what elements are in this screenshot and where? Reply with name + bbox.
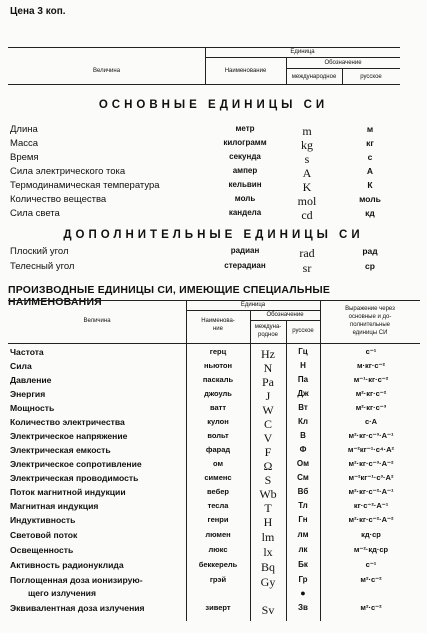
intl-symbol-cell: m — [302, 124, 312, 138]
unit-name-cell: джоуль — [204, 389, 232, 398]
unit-name-cell: метр — [235, 124, 255, 133]
expression-cell: м⁻²·кд·ср — [353, 545, 389, 554]
rus-symbol-cell: А — [366, 166, 374, 176]
expression-cell: с⁻¹ — [365, 560, 377, 569]
header-quantity: Величина — [83, 318, 111, 324]
quantity-cell: Телесный угол — [10, 261, 75, 272]
table-row — [0, 124, 427, 138]
table-row — [0, 445, 427, 458]
quantity-cell: Энергия — [10, 389, 46, 399]
table-row — [0, 560, 427, 573]
intl-symbol-cell: C — [263, 417, 272, 431]
header-quantity: Величина — [92, 68, 121, 74]
rus-symbol-cell: Гц — [298, 347, 308, 356]
header-intl-line1: междуна- — [254, 324, 282, 330]
table-row — [0, 473, 427, 486]
rus-symbol-cell: Гн — [298, 515, 308, 524]
intl-symbol-cell: rad — [299, 246, 315, 260]
header-expr-line3: полнительные — [349, 322, 391, 328]
table-row — [0, 246, 427, 260]
unit-name-cell: грэй — [209, 575, 227, 584]
unit-name-cell: стерадиан — [224, 261, 266, 270]
unit-name-cell: ом — [212, 459, 224, 468]
unit-name-cell: килограмм — [223, 138, 267, 147]
table-row — [0, 530, 427, 543]
rus-symbol-cell: В — [300, 431, 306, 440]
intl-symbol-cell: Wb — [259, 487, 277, 501]
unit-name-cell: фарад — [205, 445, 231, 454]
intl-symbol-cell: s — [304, 152, 310, 166]
quantity-cell: щего излучения — [28, 588, 96, 598]
table-row — [0, 603, 427, 616]
expression-cell: с⁻¹ — [365, 347, 377, 356]
intl-symbol-cell: T — [264, 501, 272, 515]
table-row — [0, 515, 427, 528]
intl-symbol-cell: W — [262, 403, 274, 417]
quantity-cell: Электрическая емкость — [10, 445, 111, 455]
unit-name-cell: кандела — [228, 208, 262, 217]
rus-symbol-cell: лм — [297, 530, 309, 539]
quantity-cell: Сила — [10, 361, 32, 371]
header-unit: Единица — [290, 49, 315, 55]
rus-symbol-cell: кд — [365, 208, 375, 218]
quantity-cell: Время — [10, 152, 39, 163]
header-top-rule — [8, 47, 400, 48]
expression-cell: м²·кг·с⁻³·А⁻¹ — [348, 431, 394, 440]
section-title-derived: ПРОИЗВОДНЫЕ ЕДИНИЦЫ СИ, ИМЕЮЩИЕ СПЕЦИАЛЬНЫЕ НАИМЕНОВАНИЯ — [8, 284, 331, 308]
quantity-cell: Сила света — [10, 208, 60, 219]
table-row — [0, 459, 427, 472]
quantity-cell: Поглощенная доза ионизирую- — [10, 575, 143, 585]
expression-cell: м⁻¹·кг·с⁻² — [353, 375, 389, 384]
header-russian: русское — [360, 74, 382, 80]
quantity-cell: Электрическое сопротивление — [10, 459, 142, 469]
unit-name-cell: герц — [209, 347, 227, 356]
quantity-cell: Световой поток — [10, 530, 78, 540]
table-row — [0, 347, 427, 360]
unit-name-cell: люмен — [205, 530, 231, 539]
header-top-rule — [8, 300, 420, 301]
rus-symbol-cell: ср — [365, 261, 375, 271]
table-row — [0, 545, 427, 558]
header-expr-line4: единицы СИ — [352, 330, 388, 336]
expression-cell: м²·кг·с⁻²·А⁻¹ — [348, 487, 394, 496]
rus-symbol-cell: Бк — [298, 560, 308, 569]
table-row — [0, 361, 427, 374]
unit-name-cell: люкс — [208, 545, 228, 554]
rus-symbol-cell: с — [367, 152, 373, 162]
registered-mark-icon: ● — [300, 588, 306, 598]
header-intl-line2: родное — [257, 332, 279, 338]
header-unit: Единица — [240, 302, 266, 308]
intl-symbol-cell: J — [265, 389, 271, 403]
quantity-cell: Освещенность — [10, 545, 74, 555]
intl-symbol-cell: kg — [301, 138, 313, 152]
table-row — [0, 208, 427, 222]
rus-symbol-cell: К — [367, 180, 373, 190]
price-label: Цена 3 коп. — [10, 6, 66, 17]
unit-name-cell: паскаль — [202, 375, 234, 384]
unit-name-cell: секунда — [229, 152, 261, 161]
quantity-cell: Масса — [10, 138, 39, 149]
expression-cell: кд·ср — [361, 530, 381, 539]
intl-symbol-cell: Gy — [260, 575, 276, 589]
unit-name-cell: ньютон — [203, 361, 233, 370]
rus-symbol-cell: Зв — [298, 603, 308, 612]
intl-symbol-cell: cd — [301, 208, 313, 222]
header-name: Наименование — [224, 68, 267, 74]
quantity-cell: Количество вещества — [10, 194, 107, 205]
rus-symbol-cell: Гр — [298, 575, 308, 584]
unit-name-cell: тесла — [207, 501, 229, 510]
table-row — [0, 431, 427, 444]
table-row — [0, 194, 427, 208]
quantity-cell: Активность радионуклида — [10, 560, 124, 570]
intl-symbol-cell: Sv — [261, 603, 275, 617]
intl-symbol-cell: sr — [302, 261, 312, 275]
quantity-cell: Давление — [10, 375, 52, 385]
quantity-cell: Длина — [10, 124, 38, 135]
quantity-cell: Термодинамическая температура — [10, 180, 160, 191]
quantity-cell: Электрическая проводимость — [10, 473, 139, 483]
table-row — [0, 180, 427, 194]
expression-cell: м⁻²кг⁻¹·с³·А² — [348, 473, 394, 482]
unit-name-cell: сименс — [204, 473, 232, 482]
header-bottom-rule — [8, 343, 420, 344]
unit-name-cell: генри — [207, 515, 229, 524]
column-rule — [286, 343, 287, 621]
header-bottom-rule — [8, 84, 400, 85]
table-row — [0, 417, 427, 430]
column-rule — [186, 343, 187, 621]
intl-symbol-cell: F — [264, 445, 272, 459]
header-rule — [205, 57, 400, 58]
rus-symbol-cell: лк — [298, 545, 308, 554]
intl-symbol-cell: mol — [297, 194, 317, 208]
rus-symbol-cell: кг — [366, 138, 374, 148]
unit-name-cell: кулон — [207, 417, 229, 426]
expression-cell: м²·с⁻² — [360, 575, 382, 584]
intl-symbol-cell: H — [263, 515, 273, 529]
header-international: международное — [291, 74, 337, 80]
header-expr-line1: Выражение через — [345, 306, 395, 312]
section-title-supplementary: ДОПОЛНИТЕЛЬНЫЕ ЕДИНИЦЫ СИ — [63, 229, 364, 241]
expression-cell: м²·с⁻² — [360, 603, 382, 612]
column-rule — [250, 343, 251, 621]
unit-name-cell: вольт — [207, 431, 229, 440]
expression-cell: с·А — [364, 417, 378, 426]
rus-symbol-cell: Кл — [298, 417, 308, 426]
unit-name-cell: зиверт — [205, 603, 231, 612]
table-row — [0, 375, 427, 388]
rus-symbol-cell: Вб — [297, 487, 309, 496]
unit-name-cell: вебер — [207, 487, 229, 496]
rus-symbol-cell: Н — [300, 361, 306, 370]
expression-cell: м²·кг·с⁻²·А⁻² — [348, 515, 394, 524]
table-row — [0, 575, 427, 588]
unit-name-cell: моль — [234, 194, 256, 203]
intl-symbol-cell: Ω — [263, 459, 273, 473]
expression-cell: м·кг·с⁻² — [356, 361, 386, 370]
expression-cell: м²·кг·с⁻³ — [355, 403, 387, 412]
rus-symbol-cell: Тл — [298, 501, 308, 510]
header-name-line1: Наименова- — [201, 318, 235, 324]
header-rule — [286, 68, 400, 69]
header-expr-line2: основные и до- — [348, 314, 392, 320]
rus-symbol-cell: м — [366, 124, 374, 134]
table-row — [0, 487, 427, 500]
header-name-line2: ние — [212, 326, 223, 332]
column-rule — [320, 343, 321, 621]
rus-symbol-cell: Ом — [296, 459, 310, 468]
header-rule — [250, 320, 320, 321]
intl-symbol-cell: A — [302, 166, 312, 180]
table-row — [0, 138, 427, 152]
header-rule — [186, 310, 320, 311]
unit-name-cell: радиан — [230, 246, 260, 255]
rus-symbol-cell: моль — [359, 194, 381, 204]
quantity-cell: Индуктивность — [10, 515, 76, 525]
quantity-cell: Электрическое напряжение — [10, 431, 128, 441]
unit-name-cell: кельвин — [228, 180, 262, 189]
quantity-cell: Магнитная индукция — [10, 501, 99, 511]
rus-symbol-cell: рад — [362, 246, 378, 256]
table-row — [0, 389, 427, 402]
quantity-cell: Плоский угол — [10, 246, 69, 257]
intl-symbol-cell: Hz — [261, 347, 275, 361]
header-designation: Обозначение — [324, 60, 362, 66]
section-title-basic: ОСНОВНЫЕ ЕДИНИЦЫ СИ — [98, 99, 329, 111]
expression-cell: кг·с⁻²·А⁻¹ — [353, 501, 389, 510]
intl-symbol-cell: Bq — [260, 560, 275, 574]
unit-name-cell: ватт — [209, 403, 227, 412]
intl-symbol-cell: S — [264, 473, 272, 487]
header-designation: Обозначение — [266, 312, 304, 318]
header-russian: русское — [292, 328, 314, 334]
quantity-cell: Сила электрического тока — [10, 166, 126, 177]
unit-name-cell: ампер — [232, 166, 258, 175]
unit-name-cell: беккерель — [198, 560, 238, 569]
expression-cell: м²·кг·с⁻² — [355, 389, 387, 398]
rus-symbol-cell: Дж — [297, 389, 309, 398]
intl-symbol-cell: Pa — [262, 375, 274, 389]
quantity-cell: Мощность — [10, 403, 55, 413]
quantity-cell: Эквивалентная доза излучения — [10, 603, 145, 613]
intl-symbol-cell: lm — [261, 530, 275, 544]
quantity-cell: Количество электричества — [10, 417, 125, 427]
table-row — [0, 152, 427, 166]
intl-symbol-cell: lx — [263, 545, 273, 559]
table-row — [0, 166, 427, 180]
rus-symbol-cell: Па — [297, 375, 309, 384]
table-row — [0, 261, 427, 275]
rus-symbol-cell: Ф — [299, 445, 307, 454]
quantity-cell: Поток магнитной индукции — [10, 487, 126, 497]
table-row — [0, 403, 427, 416]
table-row — [0, 588, 427, 601]
intl-symbol-cell: K — [302, 180, 312, 194]
intl-symbol-cell: V — [263, 431, 273, 445]
rus-symbol-cell: См — [297, 473, 309, 482]
rus-symbol-cell: Вт — [298, 403, 308, 412]
expression-cell: м⁻²кг⁻¹·с⁴·А² — [347, 445, 395, 454]
table-row — [0, 501, 427, 514]
intl-symbol-cell: N — [263, 361, 273, 375]
expression-cell: м²·кг·с⁻³·А⁻² — [348, 459, 394, 468]
quantity-cell: Частота — [10, 347, 44, 357]
